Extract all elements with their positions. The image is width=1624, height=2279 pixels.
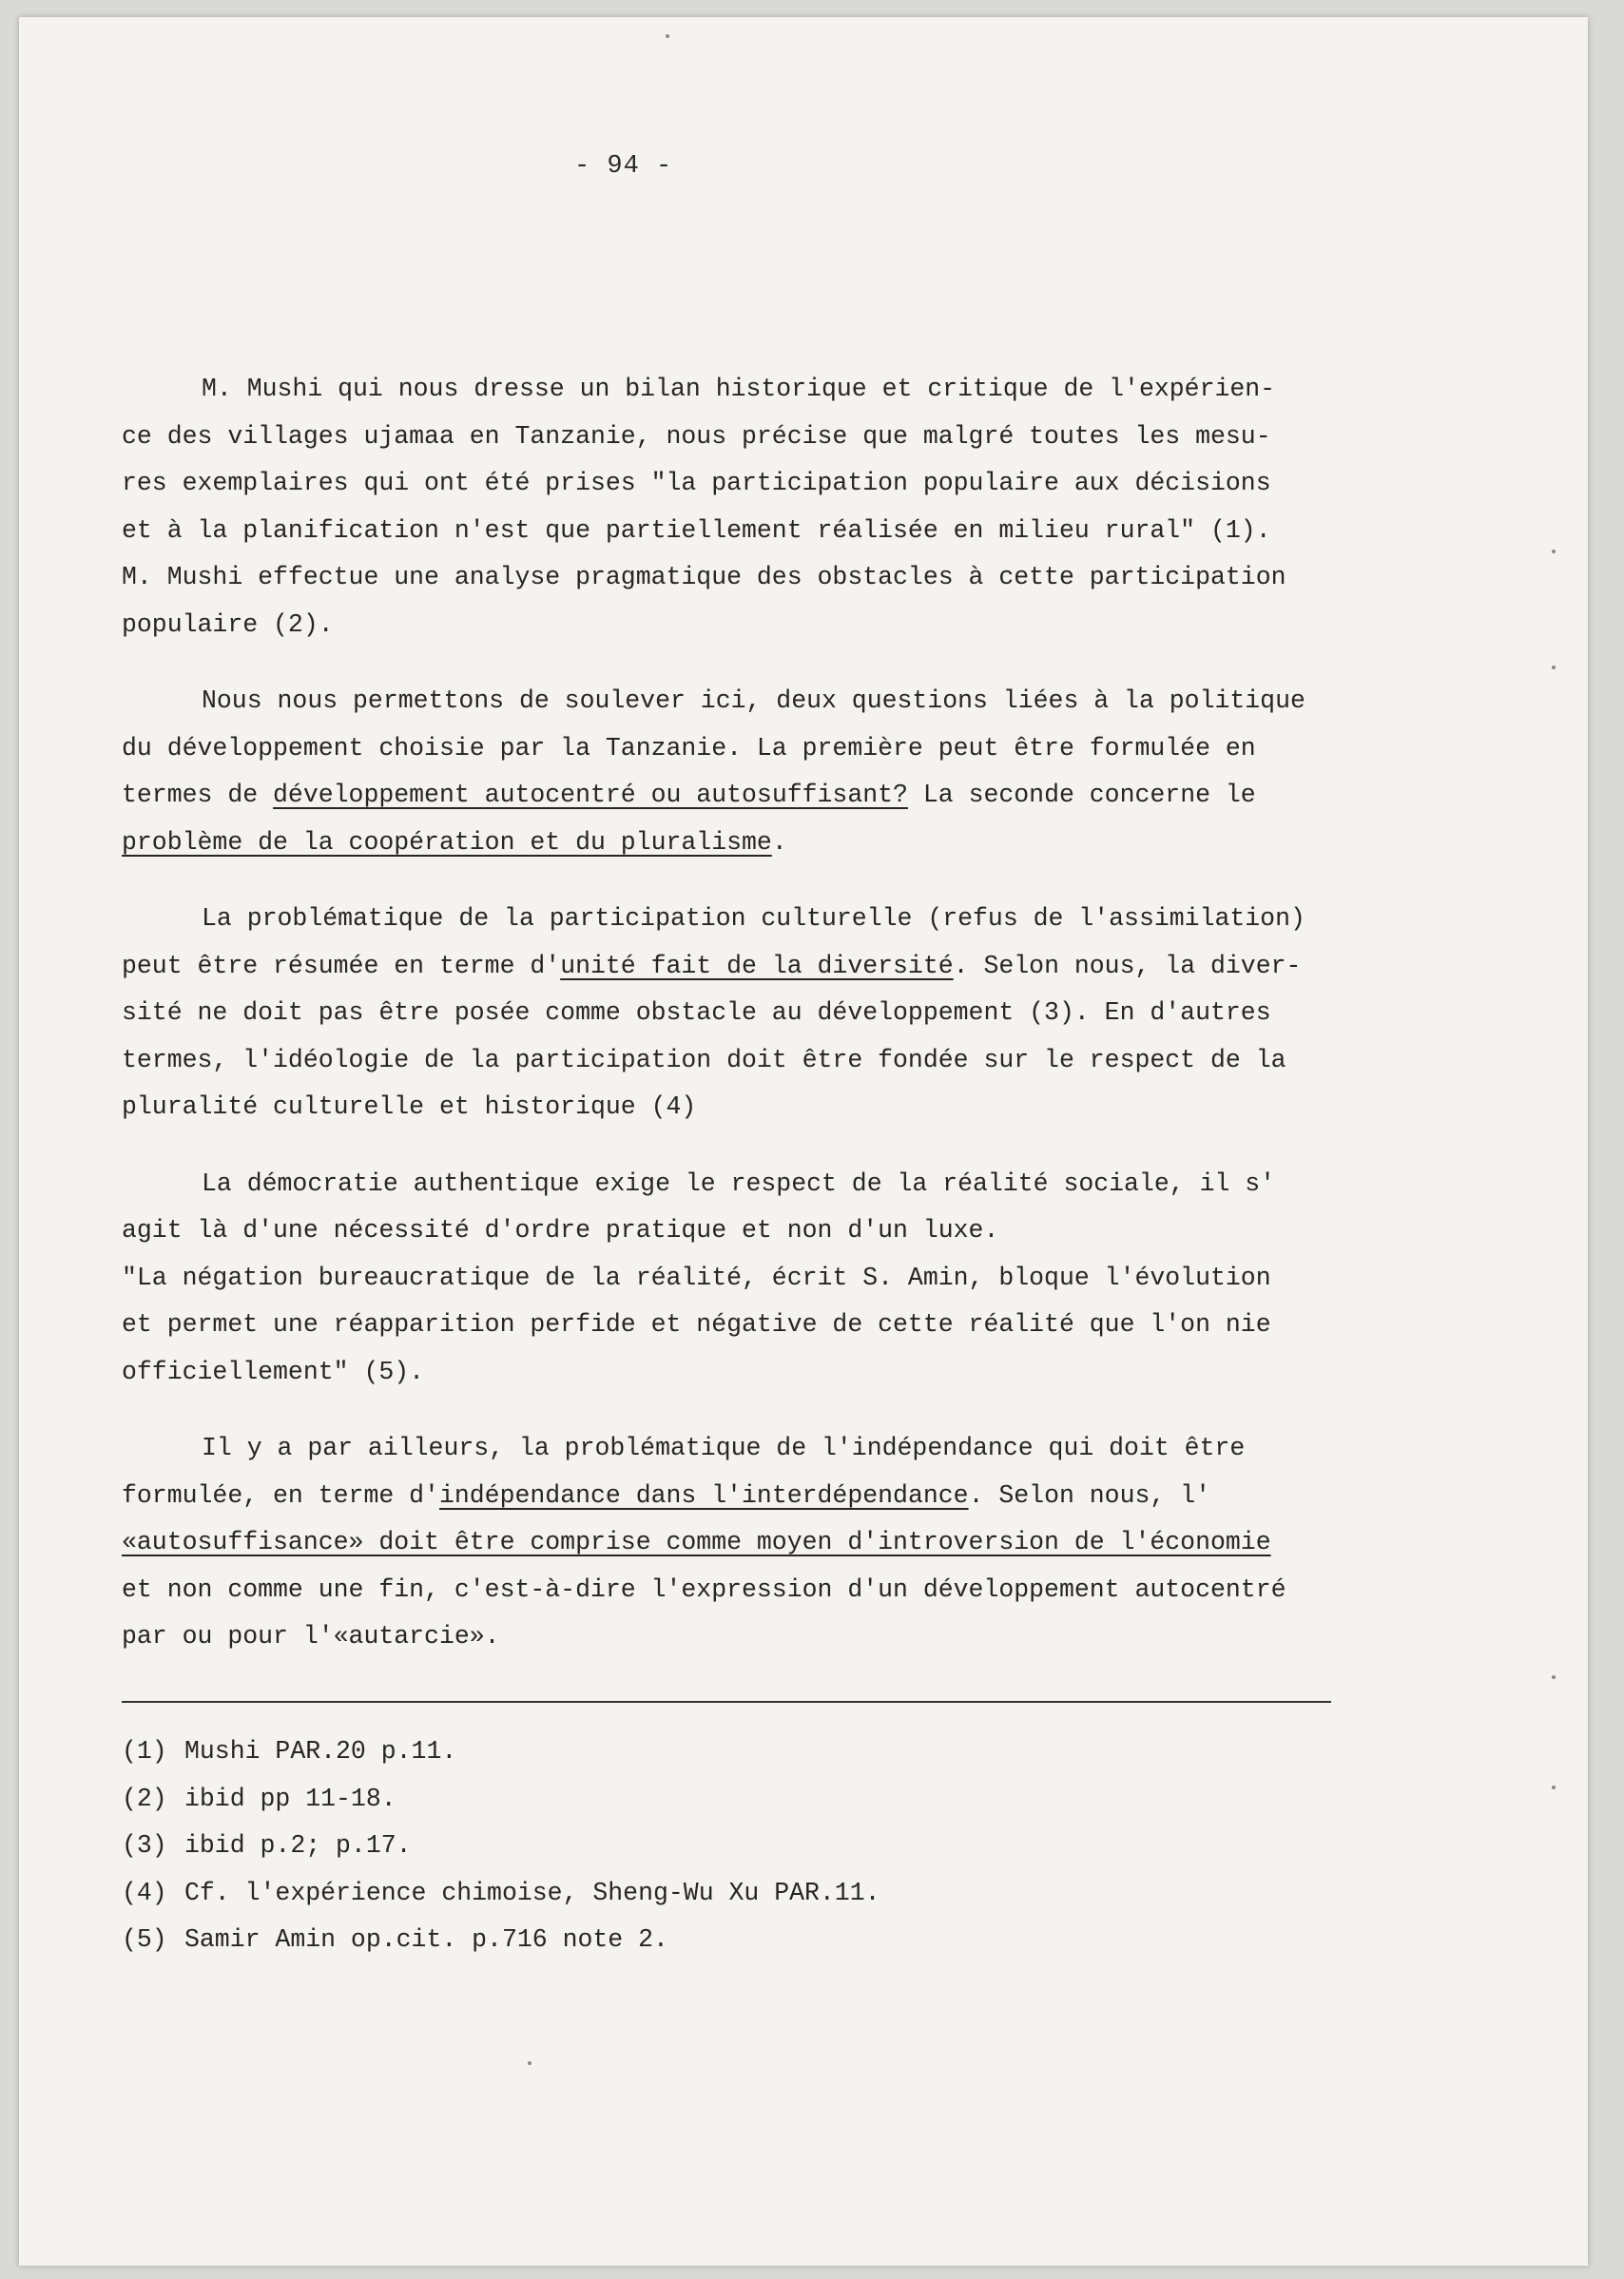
- paragraph-1: [122, 366, 1358, 648]
- paper-speck: [1552, 1675, 1556, 1679]
- text-line: par ou pour l'«autarcie».: [122, 1622, 500, 1651]
- text-line: [122, 772, 1358, 820]
- footnote-text: Samir Amin op.cit. p.716 note 2.: [184, 1925, 668, 1954]
- footnote-number: (1): [122, 1737, 167, 1766]
- text-line: La problématique de la participation culturelle (refus de l'assimilation): [202, 904, 1305, 933]
- paragraph-gap: [122, 1396, 1358, 1425]
- text-line: ce des villages ujamaa en Tanzanie, nous précise que malgré toutes les mesu-: [122, 421, 1271, 451]
- text-span: termes de: [122, 781, 274, 809]
- text-line: [122, 1519, 1358, 1567]
- paper-speck: [1552, 550, 1556, 553]
- text-line: et permet une réapparition perfide et négative de cette réalité que l'on nie: [122, 1310, 1271, 1339]
- text-line: agit là d'une nécessité d'ordre pratique et non d'un luxe.: [122, 1216, 999, 1245]
- text-line: M. Mushi qui nous dresse un bilan historique et critique de l'expérien-: [202, 375, 1276, 403]
- text-line: et non comme une fin, c'est-à-dire l'expression d'un développement autocentré: [122, 1574, 1286, 1604]
- paragraph-2: [122, 678, 1358, 866]
- text-line: pluralité culturelle et historique (4): [122, 1092, 697, 1121]
- underlined-phrase: développement autocentré ou autosuffisant?: [273, 781, 908, 809]
- footnote: [122, 1870, 1168, 1918]
- footnote-number: (3): [122, 1831, 167, 1860]
- footnote: [122, 1823, 1168, 1870]
- footnote-text: Mushi PAR.20 p.11.: [184, 1737, 457, 1766]
- footnote-number: (4): [122, 1878, 167, 1907]
- text-span: . Selon nous, la diver-: [953, 951, 1302, 980]
- text-line: sité ne doit pas être posée comme obstacle au développement (3). En d'autres: [122, 998, 1271, 1027]
- footnote-number: (2): [122, 1784, 167, 1813]
- paper-speck: [1552, 666, 1556, 669]
- text-line: du développement choisie par la Tanzanie. La première peut être formulée en: [122, 733, 1256, 763]
- page-number: - 94 -: [574, 152, 673, 181]
- text-line: populaire (2).: [122, 609, 334, 639]
- paper-speck: [1552, 1786, 1556, 1789]
- underlined-phrase: unité fait de la diversité: [560, 951, 954, 980]
- paragraph-5: [122, 1425, 1358, 1661]
- text-span: La seconde concerne le: [907, 781, 1256, 809]
- footnote: [122, 1729, 1168, 1776]
- paper-speck: [528, 2061, 532, 2065]
- text-line: [122, 943, 1358, 991]
- paragraph-4: [122, 1161, 1358, 1397]
- text-line: et à la planification n'est que partiellement réalisée en milieu rural" (1).: [122, 515, 1271, 545]
- text-line: La démocratie authentique exige le respect de la réalité sociale, il s': [202, 1168, 1276, 1198]
- footnote-text: Cf. l'expérience chimoise, Sheng-Wu Xu PAR.11.: [184, 1878, 880, 1907]
- underlined-phrase: «autosuffisance» doit être comprise comme moyen d'introversion de l'économie: [122, 1528, 1271, 1556]
- footnote-text: ibid pp 11-18.: [184, 1784, 396, 1813]
- underlined-phrase: problème de la coopération et du pluralisme: [122, 827, 772, 857]
- footnote-rule: [122, 1701, 1331, 1703]
- underlined-phrase: indépendance dans l'interdépendance: [438, 1480, 969, 1510]
- footnote: [122, 1917, 1168, 1964]
- text-line: M. Mushi effectue une analyse pragmatique des obstacles à cette participation: [122, 563, 1286, 591]
- text-line: Il y a par ailleurs, la problématique de l'indépendance qui doit être: [202, 1434, 1246, 1462]
- footnote: [122, 1776, 1168, 1824]
- paragraph-gap: [122, 648, 1358, 678]
- text-line: [122, 820, 1358, 867]
- footnotes: [122, 1729, 1168, 1964]
- text-span: .: [771, 827, 787, 857]
- text-line: Nous nous permettons de soulever ici, deux questions liées à la politique: [202, 686, 1305, 715]
- paragraph-gap: [122, 866, 1358, 896]
- text-line: termes, l'idéologie de la participation doit être fondée sur le respect de la: [122, 1045, 1286, 1074]
- text-line: "La négation bureaucratique de la réalité, écrit S. Amin, bloque l'évolution: [122, 1263, 1271, 1292]
- text-span: . Selon nous, l': [968, 1480, 1211, 1510]
- text-line: [122, 1473, 1358, 1520]
- text-line: officiellement" (5).: [122, 1357, 425, 1386]
- paper-speck: [666, 34, 669, 38]
- footnote-number: (5): [122, 1925, 167, 1954]
- footnote-text: ibid p.2; p.17.: [184, 1831, 412, 1860]
- text-line: res exemplaires qui ont été prises "la participation populaire aux décisions: [122, 469, 1271, 497]
- document-page: [19, 17, 1588, 2266]
- paragraph-gap: [122, 1131, 1358, 1161]
- text-span: formulée, en terme d': [122, 1480, 439, 1510]
- paragraph-3: [122, 896, 1358, 1131]
- body-text: [122, 366, 1358, 1661]
- text-span: peut être résumée en terme d': [122, 951, 561, 980]
